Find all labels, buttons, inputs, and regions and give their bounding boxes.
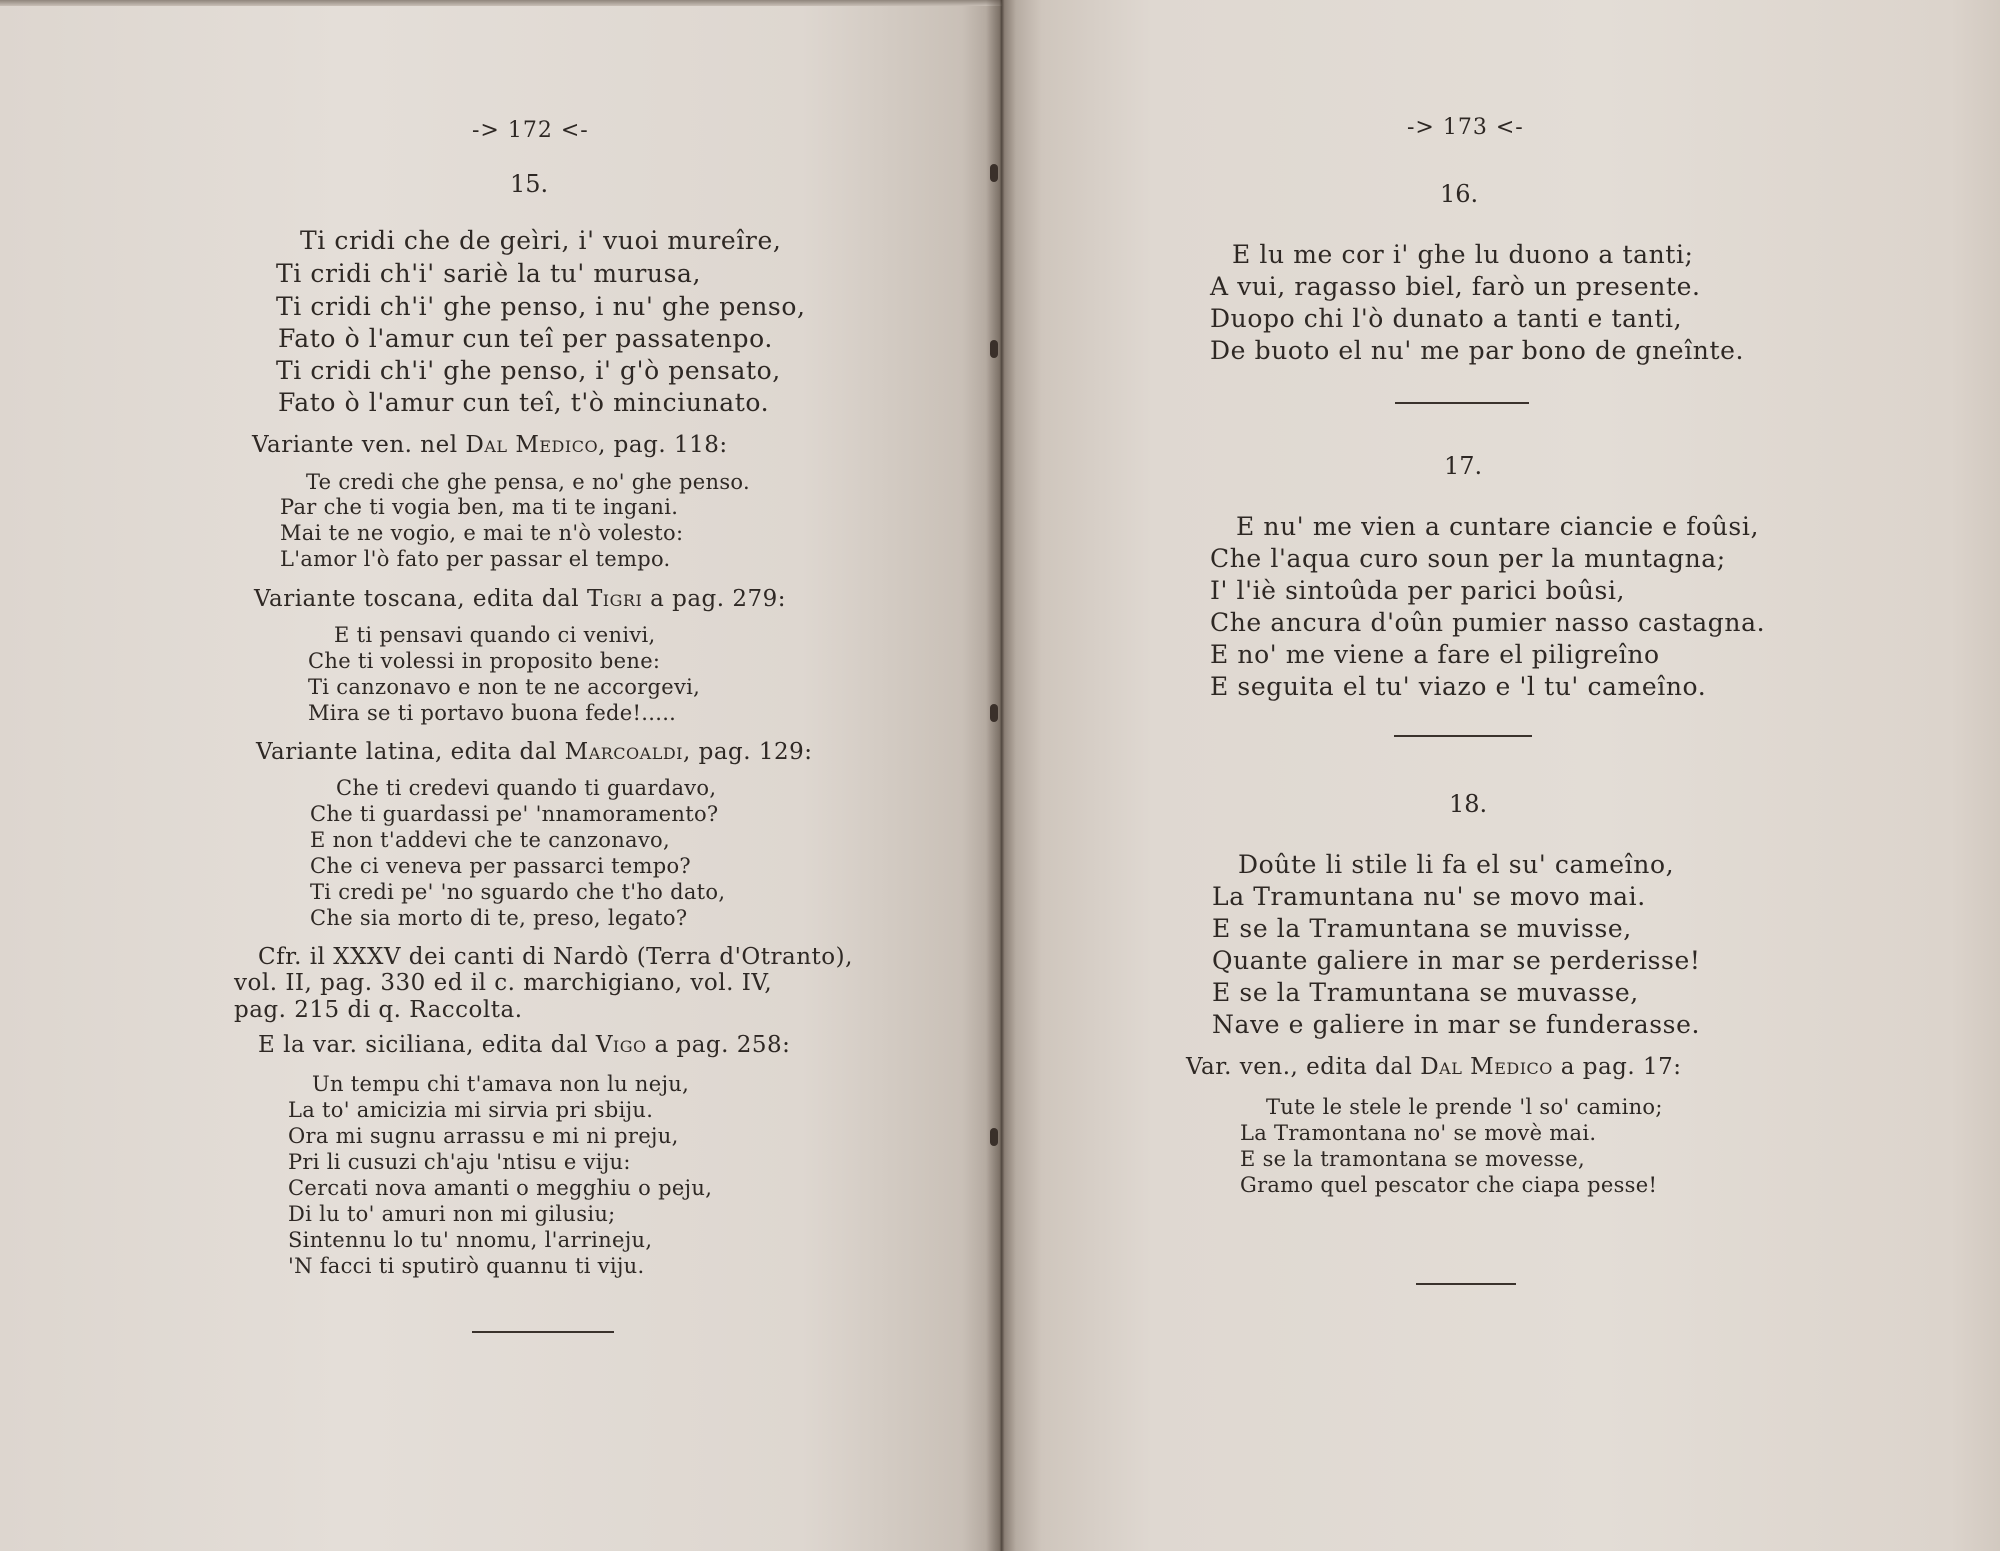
poem-15-line: Fato ò l'amur cun teî per passatenpo. xyxy=(278,324,773,353)
poem-15-line: Fato ò l'amur cun teî, t'ò minciunato. xyxy=(278,388,770,417)
poem-16-line: E lu me cor i' ghe lu duono a tanti; xyxy=(1232,240,1694,269)
variant-ven-18-line: E se la tramontana se movesse, xyxy=(1240,1147,1585,1171)
poem-17-line: E no' me viene a fare el piligreîno xyxy=(1210,640,1660,669)
poem-15-line: Ti cridi che de geìri, i' vuoi mureîre, xyxy=(300,226,782,255)
variant-toscana-line: E ti pensavi quando ci venivi, xyxy=(334,623,656,647)
poem-17-line: Che ancura d'oûn pumier nasso castagna. xyxy=(1210,608,1766,637)
running-head-173: -> 173 <- xyxy=(1407,115,1524,140)
poem-18-line: Nave e galiere in mar se funderasse. xyxy=(1212,1010,1701,1039)
poem-18-line: E se la Tramuntana se muvasse, xyxy=(1212,978,1639,1007)
poem-16-line: Duopo chi l'ò dunato a tanti e tanti, xyxy=(1210,304,1683,333)
variant-siciliana-line: Un tempu chi t'amava non lu neju, xyxy=(312,1072,690,1096)
poem-17-line: E nu' me vien a cuntare ciancie e foûsi, xyxy=(1236,512,1759,541)
poem-number-18: 18. xyxy=(1449,790,1488,818)
poem-number-16: 16. xyxy=(1440,180,1479,208)
right-page xyxy=(1002,0,2000,1551)
variant-siciliana-heading: E la var. siciliana, edita dal Vigo a pag. 258: xyxy=(258,1032,791,1058)
variant-ven-line: Te credi che ghe pensa, e no' ghe penso. xyxy=(306,470,750,494)
poem-18-line: Quante galiere in mar se perderisse! xyxy=(1212,946,1701,975)
poem-17-line: I' l'iè sintoûda per parici boûsi, xyxy=(1210,576,1626,605)
variant-latina-line: Ti credi pe' 'no sguardo che t'ho dato, xyxy=(310,880,726,904)
variant-ven-line: Mai te ne vogio, e mai te n'ò volesto: xyxy=(280,521,684,545)
section-divider-rule xyxy=(472,1331,614,1333)
variant-ven-18-line: Gramo quel pescator che ciapa pesse! xyxy=(1240,1173,1658,1197)
binding-stitch xyxy=(990,340,998,358)
poem-number-15: 15. xyxy=(510,170,549,198)
variant-siciliana-line: 'N facci ti sputirò quannu ti viju. xyxy=(288,1254,645,1278)
variant-toscana-line: Ti canzonavo e non te ne accorgevi, xyxy=(308,675,701,699)
poem-18-line: Doûte li stile li fa el su' cameîno, xyxy=(1238,850,1675,879)
poem-18-line: La Tramuntana nu' se movo mai. xyxy=(1212,882,1646,911)
poem-16-line: A vui, ragasso biel, farò un presente. xyxy=(1210,272,1701,301)
binding-stitch xyxy=(990,164,998,182)
variant-siciliana-line: Ora mi sugnu arrassu e mi ni preju, xyxy=(288,1124,679,1148)
poem-15-line: Ti cridi ch'i' ghe penso, i' g'ò pensato, xyxy=(276,356,781,385)
cfr-note-line: vol. II, pag. 330 ed il c. marchigiano, vol. IV, xyxy=(234,970,773,996)
variant-latina-line: Che ci veneva per passarci tempo? xyxy=(310,854,691,878)
variant-latina-line: Che ti credevi quando ti guardavo, xyxy=(336,776,717,800)
binding-stitch xyxy=(990,1128,998,1146)
variant-toscana-line: Che ti volessi in proposito bene: xyxy=(308,649,661,673)
cfr-note-line: Cfr. il XXXV dei canti di Nardò (Terra d'Otranto), xyxy=(258,944,853,970)
variant-latina-line: Che ti guardassi pe' 'nnamoramento? xyxy=(310,802,719,826)
poem-15-line: Ti cridi ch'i' sariè la tu' murusa, xyxy=(276,259,702,288)
poem-15-line: Ti cridi ch'i' ghe penso, i nu' ghe penso, xyxy=(276,292,806,321)
variant-siciliana-line: Pri li cusuzi ch'aju 'ntisu e viju: xyxy=(288,1150,631,1174)
variant-siciliana-line: Di lu to' amuri non mi gilusiu; xyxy=(288,1202,616,1226)
poem-16-line: De buoto el nu' me par bono de gneînte. xyxy=(1210,336,1745,365)
variant-ven-18-heading: Var. ven., edita dal Dal Medico a pag. 17: xyxy=(1186,1054,1682,1080)
variant-siciliana-line: La to' amicizia mi sirvia pri sbiju. xyxy=(288,1098,654,1122)
cfr-note-line: pag. 215 di q. Raccolta. xyxy=(234,997,523,1023)
variant-latina-line: Che sia morto di te, preso, legato? xyxy=(310,906,688,930)
section-divider-rule xyxy=(1395,402,1529,404)
variant-toscana-heading: Variante toscana, edita dal Tigri a pag. 279: xyxy=(254,586,787,612)
variant-ven-heading: Variante ven. nel Dal Medico, pag. 118: xyxy=(252,432,728,458)
section-divider-rule xyxy=(1416,1283,1516,1285)
poem-18-line: E se la Tramuntana se muvisse, xyxy=(1212,914,1632,943)
variant-ven-line: L'amor l'ò fato per passar el tempo. xyxy=(280,547,671,571)
page-top-edge xyxy=(0,0,1002,6)
variant-latina-heading: Variante latina, edita dal Marcoaldi, pag. 129: xyxy=(256,739,813,765)
book-gutter xyxy=(986,0,1016,1551)
variant-latina-line: E non t'addevi che te canzonavo, xyxy=(310,828,670,852)
variant-toscana-line: Mira se ti portavo buona fede!..... xyxy=(308,701,677,725)
running-head-172: -> 172 <- xyxy=(472,118,589,143)
variant-ven-18-line: La Tramontana no' se movè mai. xyxy=(1240,1121,1597,1145)
poem-17-line: Che l'aqua curo soun per la muntagna; xyxy=(1210,544,1726,573)
poem-number-17: 17. xyxy=(1444,452,1483,480)
variant-ven-18-line: Tute le stele le prende 'l so' camino; xyxy=(1266,1095,1663,1119)
variant-siciliana-line: Sintennu lo tu' nnomu, l'arrineju, xyxy=(288,1228,653,1252)
poem-17-line: E seguita el tu' viazo e 'l tu' cameîno. xyxy=(1210,672,1707,701)
binding-stitch xyxy=(990,704,998,722)
section-divider-rule xyxy=(1394,735,1532,737)
variant-siciliana-line: Cercati nova amanti o megghiu o peju, xyxy=(288,1176,713,1200)
variant-ven-line: Par che ti vogia ben, ma ti te ingani. xyxy=(280,495,679,519)
